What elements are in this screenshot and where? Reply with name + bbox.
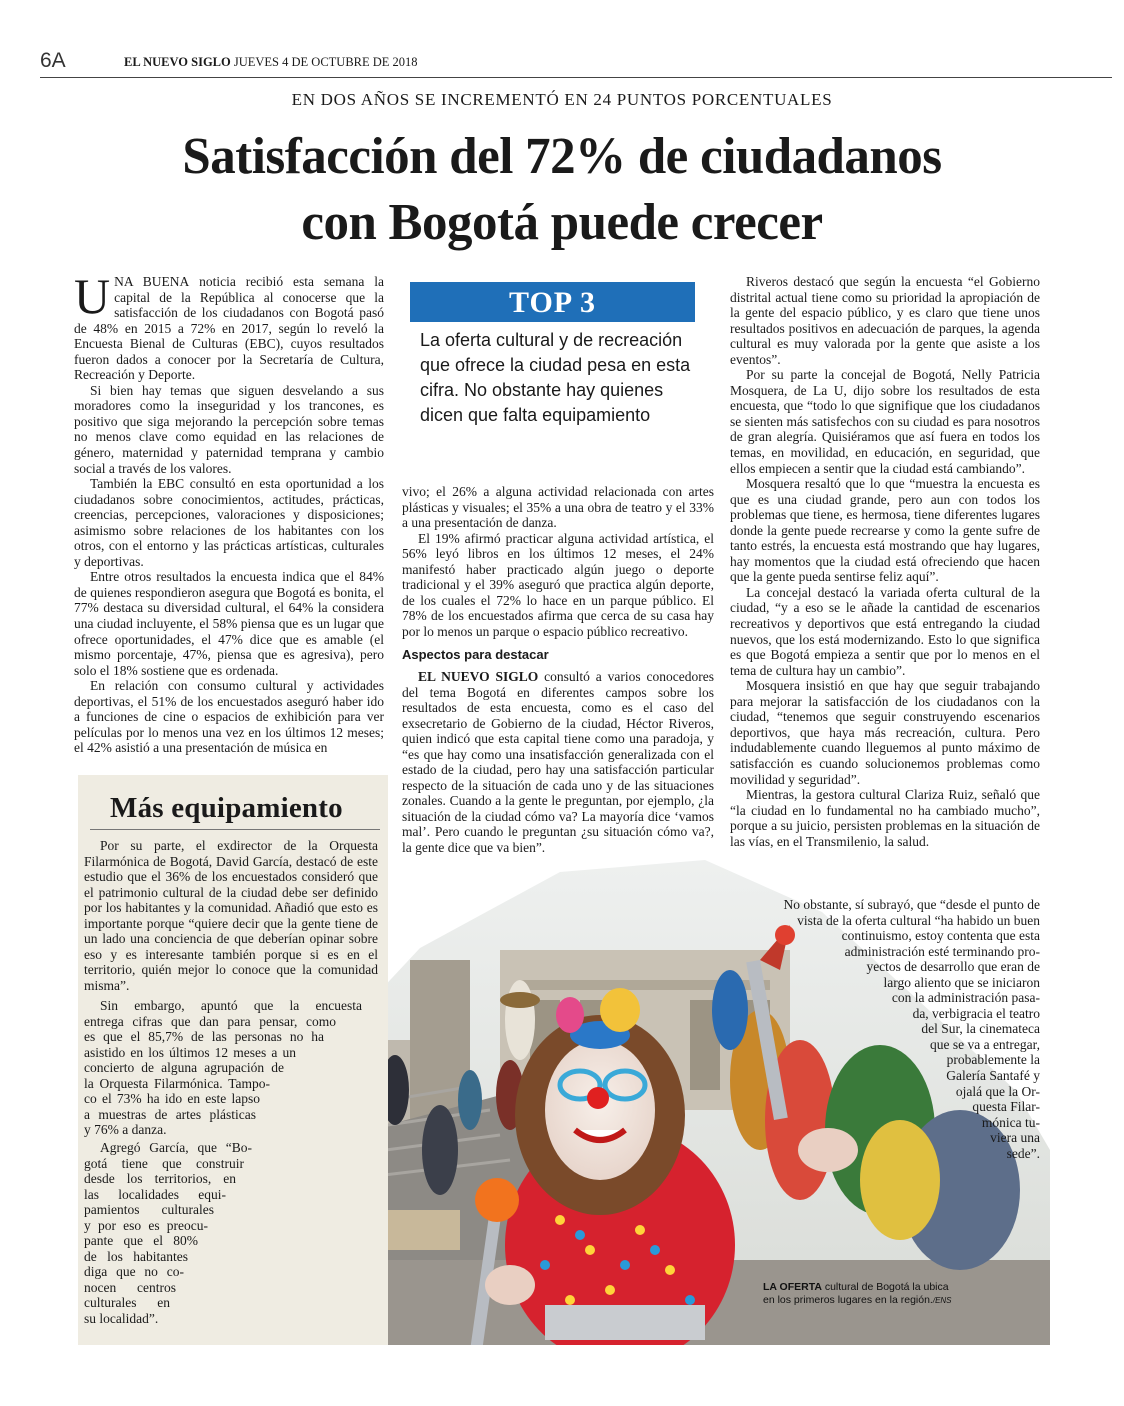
text-line: largo aliento que se iniciaron — [883, 974, 1040, 990]
text-line: administración esté terminando pro- — [844, 943, 1040, 959]
paragraph-15 — [700, 897, 1040, 1161]
text-line: questa Filar- — [972, 1099, 1040, 1115]
text-line: yectos de desarrollo que eran de — [866, 959, 1040, 975]
sidebar-paragraph-1 — [84, 838, 378, 993]
headline-line-2: con Bogotá puede crecer — [301, 194, 823, 251]
text-line: a muestras de artes plásticas — [84, 1106, 256, 1122]
text-line: mónica tu- — [981, 1114, 1040, 1130]
publication-date: JUEVES 4 DE OCTUBRE DE 2018 — [233, 55, 418, 69]
paragraph-11: Mosquera resaltó que lo que “muestra la encuesta es que es una ciudad grande, pero aun con todos los problemas que tiene, es hermosa, tiene diferentes lugares donde la gente puede recrearse y como la gente sufre de tanto estrés, la encuesta está mostrando que hay lugares, hay momentos que la ciudad está ofreciendo que hacen que la gente pueda sentirse feliz aquí”. — [730, 476, 1040, 585]
sidebar-paragraph-1-text: Por su parte, el exdirector de la Orquesta Filarmónica de Bogotá, David García, destacó de este estudio que el 36% de los encuestados consideró que el patrimonio cultural de la ciudad debe ser definido por los habitantes y la comunidad. Añadió que esto es importante porque “quiere decir que la gente tiene de un lado una conciencia de que deberían opinar sobre eso y es interesante también porque si es en el territorio, quién mejor lo conoce que la comunidad misma”. — [84, 838, 378, 993]
text-line: y 76% a danza. — [84, 1122, 167, 1138]
text-line: concierto de alguna agrupación de — [84, 1060, 284, 1076]
text-line: y por eso es preocu- — [84, 1217, 208, 1233]
text-line: Agregó García, que “Bo- — [100, 1140, 252, 1155]
paragraph-1 — [74, 268, 384, 383]
paragraph-4: Entre otros resultados la encuesta indica que el 84% de quienes respondieron asegura que Bogotá es bonita, el 77% destaca su diversidad cultural, el 64% la considera una ciudad incluyente, el 58% piensa que es un lugar que ofrece oportunidades, el 47% dice que es amable (el mismo porcentaje, 47%, piensa que es agresiva), pero solo el 18% sostiene que es ordenada. — [74, 569, 384, 678]
text-line: las localidades equi- — [84, 1186, 226, 1202]
caption-text: cultural de Bogotá la ubica en los primeros lugares en la región. — [763, 1281, 949, 1306]
text-line: No obstante, sí subrayó, que “desde el punto de — [783, 897, 1040, 912]
text-line: probablemente la — [946, 1052, 1040, 1068]
top3-banner: TOP 3 — [410, 282, 695, 322]
article-column-2 — [402, 484, 714, 856]
text-line: desde los territorios, en — [84, 1171, 236, 1187]
drop-cap: U — [74, 268, 111, 324]
text-line: sede”. — [1006, 1145, 1040, 1161]
text-line: diga que no co- — [84, 1264, 184, 1280]
article-column-1 — [74, 268, 384, 756]
paragraph-9: Riveros destacó que según la encuesta “el Gobierno distrital actual tiene como su prioridad la apropiación de la gente del espacio público, y es claro que tiene unos resultados positivos en adecuación de parques, la agenda cultural es muy valorada por la gente que asiste a los eventos”. — [730, 274, 1040, 367]
paragraph-6: vivo; el 26% a alguna actividad relacionada con artes plásticas y visuales; el 35% a una obra de teatro y el 33% a una presentación de danza. — [402, 484, 714, 531]
sidebar-title-rule — [90, 829, 380, 830]
paragraph-12: La concejal destacó la variada oferta cultural de la ciudad, “y a eso se le añade la cantidad de escenarios recreativos y deportivos que está entregando la ciudad nuevos, que los está modernizando. Esto lo que significa es que Bogotá empieza a sentir que por lo menos en el tema de cultura hay un cambio”. — [730, 584, 1040, 678]
text-line: su localidad”. — [84, 1311, 159, 1327]
text-line: de los habitantes — [84, 1248, 188, 1264]
paragraph-3: También la EBC consultó en esta oportunidad a los ciudadanos sobre conocimientos, actitudes, prácticas, creencias, percepciones, valoraciones y disposiciones; asimismo sobre relaciones de los habitantes con los otros, con el entorno y las prácticas artísticas, culturales y deportivas. — [74, 476, 384, 569]
text-line: da, verbigracia el teatro — [912, 1005, 1040, 1021]
text-line: continuismo, estoy contenta que esta — [841, 928, 1040, 944]
text-line: culturales en — [84, 1295, 170, 1311]
text-line: Galería Santafé y — [946, 1068, 1040, 1084]
text-line: co el 73% ha ido en este lapso — [84, 1091, 260, 1107]
text-line: con la administración pasa- — [891, 990, 1040, 1006]
text-line: ojalá que la Or- — [955, 1083, 1040, 1099]
text-line: asistido en los últimos 12 meses a un — [84, 1044, 296, 1060]
top3-text: La oferta cultural y de recreación que ofrece la ciudad pesa en esta cifra. No obstante hay quienes dicen que falta equipamiento — [420, 330, 691, 425]
publication-mention: EL NUEVO SIGLO — [418, 669, 539, 685]
paragraph-8-text: consultó a varios conocedores del tema Bogotá en diferentes campos sobre los resultados de esta encuesta, como es el caso del exsecretario de Gobierno de la ciudad, Héctor Riveros, quien indicó que esta capital tiene como una paradoja, y “es que hay como una insatisfacción generalizada con el estado de la ciudad, pero hay una satisfacción particular respecto de la situación de cada uno y de las situaciones zonales. Cuando a la gente le preguntan, por ejemplo, ¿la situación de la ciudad cómo va? La mayoría dice ‘vamos mal’. Pero cuando le preguntan ¿su situación cómo va?, la gente dice que va bien”. — [402, 669, 715, 856]
text-line: que se va a entregar, — [929, 1036, 1040, 1052]
text-line: entrega cifras que dan para pensar, como — [84, 1013, 336, 1029]
text-line: del Sur, la cinemateca — [921, 1021, 1040, 1037]
lead-in: NA BUENA — [114, 274, 190, 289]
paragraph-5: En relación con consumo cultural y actividades deportivas, el 51% de los encuestados aseguró haber ido a funciones de cine o espacios de exhibición para ver películas por lo menos una vez en los últimos 12 meses; el 42% asistió a una presentación de música en — [74, 678, 384, 756]
text-line: pante que el 80% — [84, 1233, 198, 1249]
caption-lead: LA OFERTA — [763, 1281, 822, 1293]
paragraph-10: Por su parte la concejal de Bogotá, Nelly Patricia Mosquera, de La U, dijo sobre los resultados de esta encuesta, que “todo lo que signifique que los ciudadanos se sienten más satisfechos con su ciudad es para nosotros de gran alegría. Quisiéramos que así fuera en todos los temas, en movilidad, en educación, en seguridad, que ellos empiecen a sentir que la ciudad está cambiando”. — [730, 367, 1040, 476]
paragraph-13: Mosquera insistió en que hay que seguir trabajando para mejorar la satisfacción de los ciudadanos con la ciudad, “tenemos que seguir construyendo escenarios deportivos, que haya más recreación, cultura. Pero indudablemente cuando lleguemos al punto máximo de satisfacción es cuando solucionemos problemas como movilidad y seguridad”. — [730, 678, 1040, 787]
kicker: EN DOS AÑOS SE INCREMENTÓ EN 24 PUNTOS PORCENTUALES — [291, 90, 833, 109]
publication-name: EL NUEVO SIGLO — [124, 55, 231, 69]
article-column-3 — [730, 274, 1040, 849]
paragraph-7: El 19% afirmó practicar alguna actividad artística, el 56% leyó libros en los últimos 12 meses, el 24% manifestó haber practicado algún juego o deporte tradicional y el 39% aseguró que practica algún deporte, de los cuales el 72% lo hace en un parque público. El 78% de los encuestados afirma que cerca de su casa hay por lo menos un parque o espacio público recreativo. — [402, 530, 714, 639]
text-line: viera una — [990, 1130, 1040, 1146]
photo-credit: /ENS — [932, 1296, 952, 1305]
sidebar-title: Más equipamiento — [110, 792, 343, 824]
headline-line-1: Satisfacción del 72% de ciudadanos — [182, 128, 942, 185]
paragraph-8 — [402, 669, 714, 856]
text-line: vista de la oferta cultural “ha habido un buen — [797, 912, 1040, 928]
page-number: 6A — [40, 49, 66, 72]
text-line: pamientos culturales — [84, 1202, 214, 1218]
text-line: gotá tiene que construir — [84, 1155, 244, 1171]
photo-caption — [763, 1281, 953, 1307]
paragraph-14: Mientras, la gestora cultural Clariza Ruiz, señaló que “la ciudad en lo fundamental no ha cambiado mucho”, porque a su juicio, persisten problemas en la situación de las vías, en el Transmilenio, la salud. — [730, 787, 1040, 849]
text-line: la Orquesta Filarmónica. Tampo- — [84, 1075, 270, 1091]
sidebar-paragraph-3 — [84, 1140, 252, 1327]
paragraph-1-text: noticia recibió esta semana la capital de la República al conocerse que la satisfacción de los ciudadanos con Bogotá pasó de 48% en 2015 a 72% en 2017, según lo reveló la Encuesta Bienal de Culturas (EBC), cuyos resultados fueron dados a conocer por la Secretaría de Cultura, Recreación y Deporte. — [74, 274, 384, 383]
subheading: Aspectos para destacar — [402, 647, 549, 663]
paragraph-2: Si bien hay temas que siguen desvelando a sus moradores como la inseguridad y los trancones, es positivo que siga mejorando la percepción sobre temas no menos clave como equidad en las relaciones de género, maternidad y paternidad temprana y cambio social a través de los valores. — [74, 382, 384, 476]
text-line: Sin embargo, apuntó que la encuesta — [100, 998, 362, 1013]
text-line: es que el 85,7% de las personas no ha — [84, 1029, 324, 1045]
text-line: nocen centros — [84, 1279, 176, 1295]
sidebar-paragraph-2 — [84, 998, 362, 1138]
